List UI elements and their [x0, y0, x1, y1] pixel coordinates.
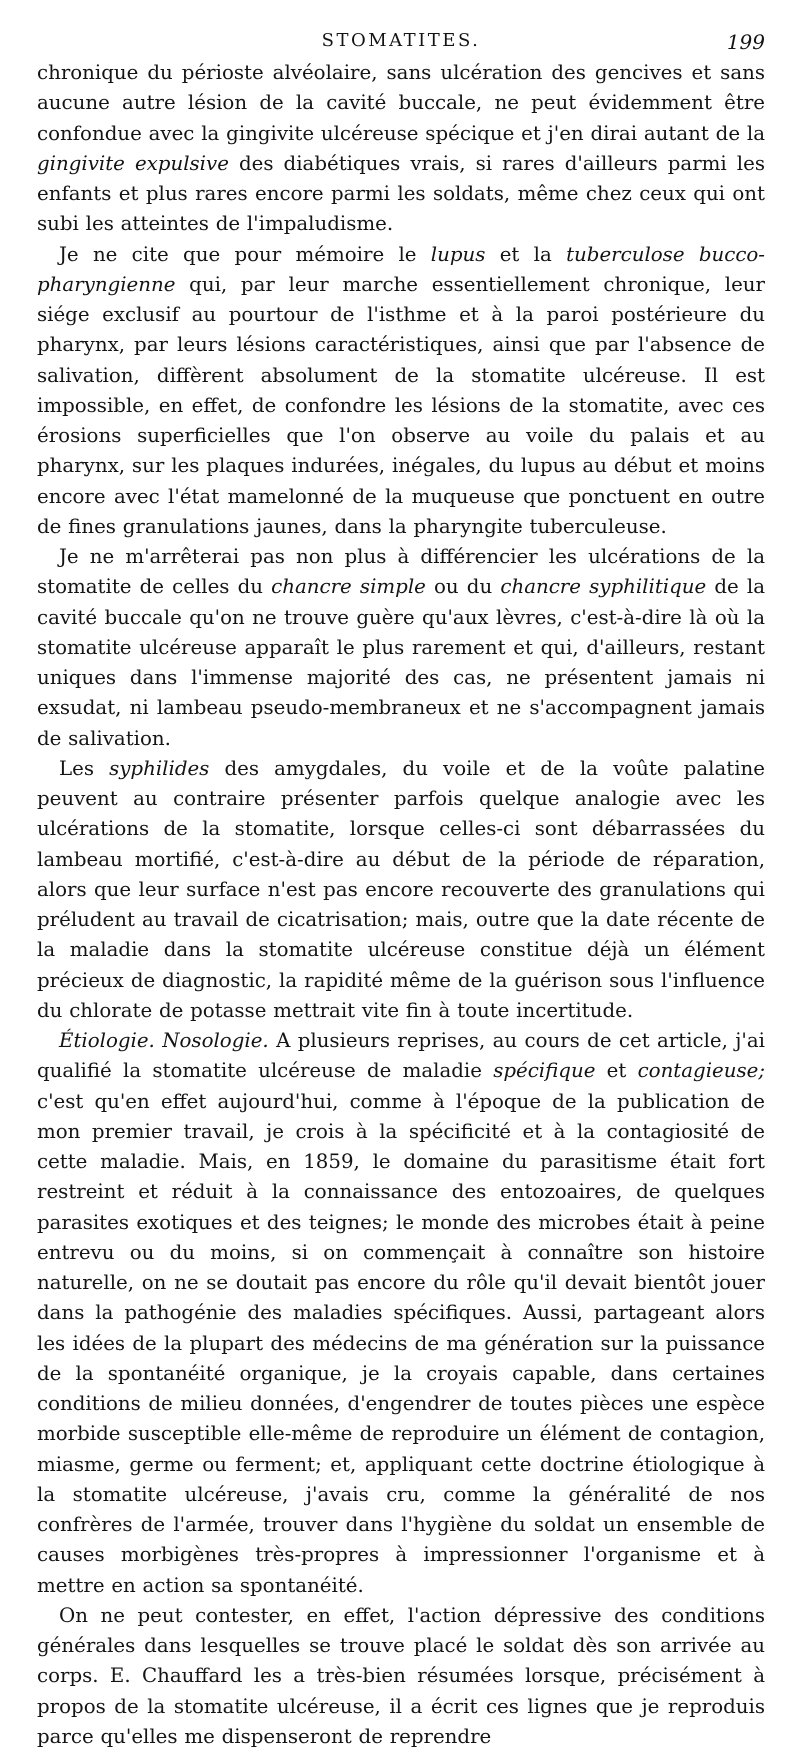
- paragraph: [37, 754, 765, 1026]
- text-run: c'est qu'en effet aujourd'hui, comme à l'époque de la publication de mon premier travail, je crois à la spécificité et à la contagiosité de cette maladie. Mais, en 1859, le domaine du parasitisme était fort restreint et réduit à la connaissance des entozoaires, de quelques parasites exotiques et des teignes; le monde des microbes était à peine entrevu ou du moins, si on commençait à connaître son histoire naturelle, on ne se doutait pas encore du rôle qu'il devait bientôt jouer dans la pathogénie des maladies spécifiques. Aussi, partageant alors les idées de la plupart des médecins de ma génération sur la puissance de la spontanéité organique, je la croyais capable, dans certaines conditions de milieu données, d'engendrer de toutes pièces une espèce morbide susceptible elle-même de reproduire un élément de contagion, miasme, germe ou ferment; et, appliquant cette doctrine étiologique à la stomatite ulcéreuse, j'avais cru, comme la généralité de nos confrères de l'armée, trouver dans l'hygiène du soldat un ensemble de causes morbigènes très-propres à impressionner l'organisme et à mettre en action sa spontanéité.: [37, 1089, 765, 1597]
- text-run: et la: [485, 242, 567, 266]
- paragraph: [37, 240, 765, 543]
- text-run: Je ne m'arrêterai pas non plus à différencier les ulcérations de la stomatite de celles du: [37, 545, 765, 599]
- paragraph: [37, 58, 765, 240]
- italic-text: Étiologie. Nosologie.: [59, 1029, 269, 1052]
- italic-text: syphilides: [109, 756, 210, 780]
- text-run: On ne peut contester, en effet, l'action dépressive des conditions générales dans lesquelles se trouve placé le soldat dès son arrivée au corps. E. Chauffard les a très-bien résumées lorsque, précisément à propos de la stomatite ulcéreuse, il a écrit ces lignes que je reproduis parce qu'elles me dispenseront de reprendre: [37, 1603, 765, 1748]
- running-head: [37, 0, 765, 58]
- page-number: 199: [726, 30, 765, 54]
- paragraph: [37, 542, 765, 754]
- paragraph: [37, 1601, 765, 1752]
- text-run: des diabétiques vrais, si rares d'ailleurs parmi les enfants et plus rares encore parmi les soldats, même chez ceux qui ont subi les atteintes de l'impaludisme.: [37, 151, 765, 236]
- italic-text: chancre syphilitique: [500, 575, 707, 599]
- paragraph: [37, 1026, 765, 1601]
- italic-text: tuberculose bucco-pharyngienne: [37, 242, 765, 296]
- text-run: et: [595, 1059, 638, 1083]
- italic-text: gingivite expulsive: [37, 151, 229, 175]
- italic-text: contagieuse;: [637, 1059, 766, 1083]
- text-run: de la cavité buccale qu'on ne trouve guère qu'aux lèvres, c'est-à-dire là où la stomatite ulcéreuse apparaît le plus rarement et qui, d'ailleurs, restant uniques dans l'immense majorité des cas, ne présentent jamais ni exsudat, ni lambeau pseudo-membraneux et ne s'accompagnent jamais de salivation.: [37, 575, 766, 750]
- text-run: ou du: [425, 575, 501, 599]
- body-text: [37, 58, 765, 1752]
- text-run: chronique du périoste alvéolaire, sans ulcération des gencives et sans aucune autre lésion de la cavité buccale, ne peut évidemment être confondue avec la gingivite ulcéreuse spécique et j'en dirai autant de la: [37, 61, 765, 145]
- text-run: des amygdales, du voile et de la voûte palatine peuvent au contraire présenter parfois quelque analogie avec les ulcérations de la stomatite, lorsque celles-ci sont débarrassées du lambeau mortifié, c'est-à-dire au début de la période de réparation, alors que leur surface n'est pas encore recouverte des granulations qui préludent au travail de cicatrisation; mais, outre que la date récente de la maladie dans la stomatite ulcéreuse constitue déjà un élément précieux de diagnostic, la rapidité même de la guérison sous l'influence du chlorate de potasse mettrait vite fin à toute incertitude.: [37, 756, 765, 1022]
- text-run: Je ne cite que pour mémoire le: [59, 242, 431, 266]
- text-run: A plusieurs reprises, au cours de cet article, j'ai qualifié la stomatite ulcéreuse de maladie: [37, 1029, 765, 1083]
- text-run: qui, par leur marche essentiellement chronique, leur siége exclusif au pourtour de l'isthme et à la paroi postérieure du pharynx, par leurs lésions caractéristiques, ainsi que par l'absence de salivation, diffèrent absolument de la stomatite ulcéreuse. Il est impossible, en effet, de confondre les lésions de la stomatite, avec ces érosions superficielles que l'on observe au voile du palais et au pharynx, sur les plaques indurées, inégales, du lupus au début et moins encore avec l'état mamelonné de la muqueuse que ponctuent en outre de fines granulations jaunes, dans la pharyngite tuberculeuse.: [37, 272, 765, 538]
- text-run: Les: [59, 756, 110, 780]
- running-title: STOMATITES.: [321, 30, 481, 51]
- book-page: [37, 0, 766, 1748]
- italic-text: spécifique: [493, 1059, 596, 1083]
- italic-text: chancre simple: [271, 575, 426, 599]
- italic-text: lupus: [430, 242, 486, 266]
